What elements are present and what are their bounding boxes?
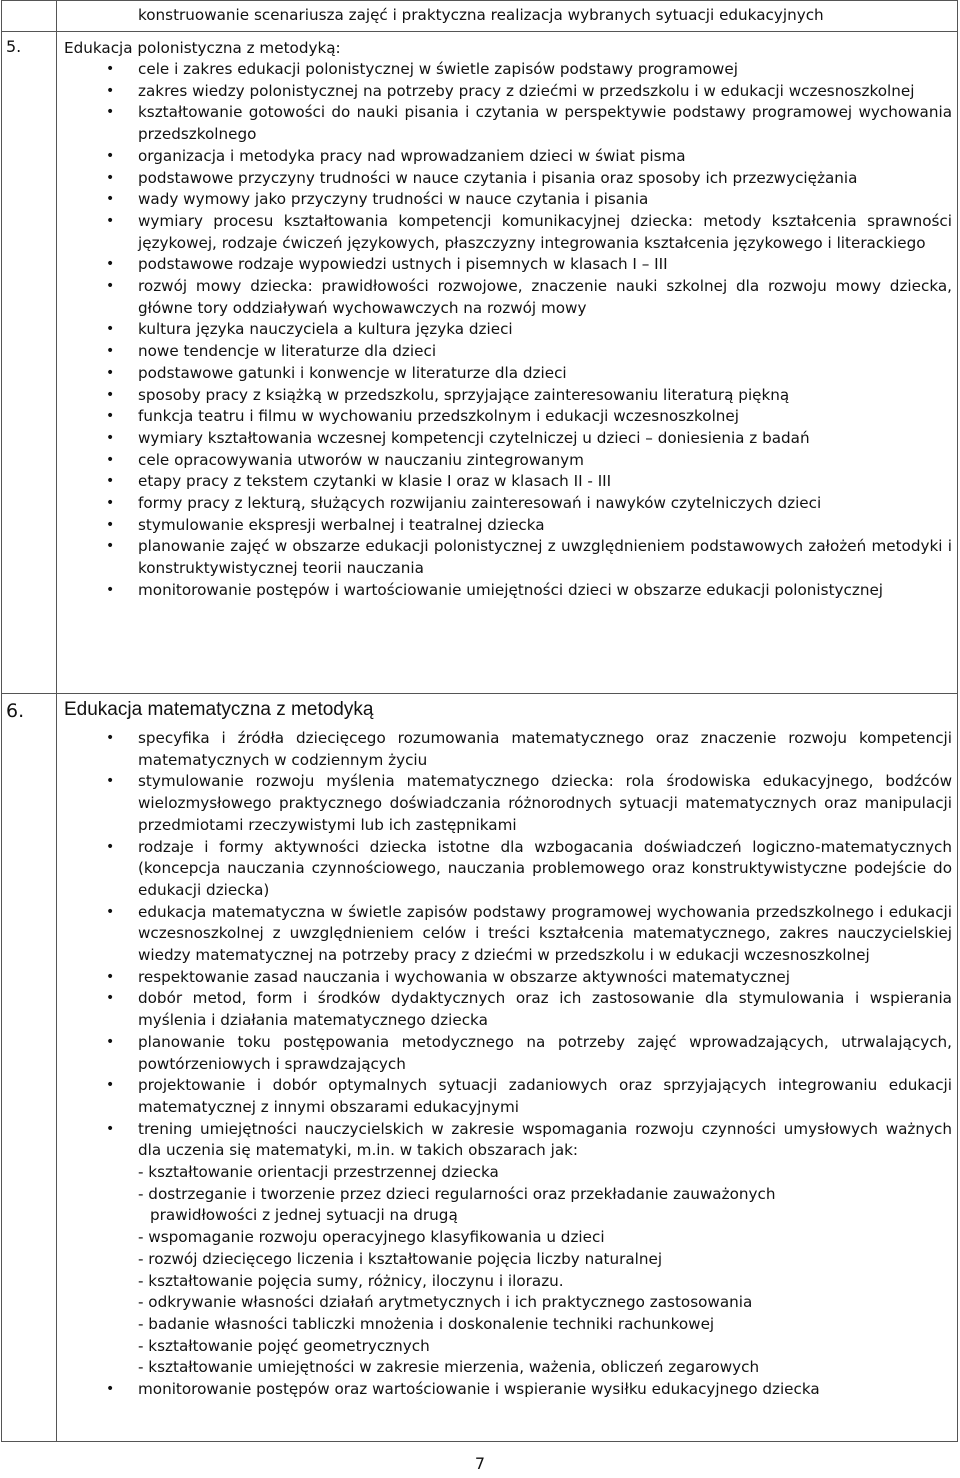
row-separator bbox=[1, 693, 958, 694]
list-item-text: planowanie toku postępowania metodycznego na potrzeby zajęć wprowadzających, utrwalających, powtórzeniowych i sprawdzających bbox=[138, 1032, 952, 1073]
bullet-icon: • bbox=[106, 495, 115, 512]
sub-list bbox=[138, 1162, 952, 1379]
list-item-text: rodzaje i formy aktywności dziecka istotne dla wzbogacania doświadczeń logiczno-matematycznych (koncepcja nauczania czynnościowego, nauczania problemowego oraz konstruktywistyczne podejście do edukacji dziecka) bbox=[138, 837, 952, 899]
list-item bbox=[64, 81, 952, 103]
list-item-text: cele opracowywania utworów w nauczaniu zintegrowanym bbox=[138, 450, 584, 469]
list-item bbox=[64, 515, 952, 537]
section-5-number: 5. bbox=[6, 37, 22, 56]
list-item-text: projektowanie i dobór optymalnych sytuacji zadaniowych oraz sprzyjających integrowaniu edukacji matematycznej z innymi obszarami edukacyjnymi bbox=[138, 1076, 952, 1116]
list-item bbox=[64, 728, 952, 771]
list-item bbox=[64, 1119, 952, 1379]
list-item bbox=[64, 406, 952, 428]
list-item bbox=[64, 363, 952, 385]
bullet-icon: • bbox=[106, 169, 115, 186]
bullet-icon: • bbox=[106, 364, 115, 381]
bullet-icon: • bbox=[106, 1120, 115, 1137]
sub-list-item: - rozwój dziecięcego liczenia i kształtowanie pojęcia liczby naturalnej bbox=[138, 1249, 663, 1268]
bullet-icon: • bbox=[106, 1077, 115, 1094]
list-item-text: monitorowanie postępów i wartościowanie umiejętności dzieci w obszarze edukacji polonistycznej bbox=[138, 580, 884, 599]
list-item bbox=[64, 493, 952, 515]
list-item-text: cele i zakres edukacji polonistycznej w świetle zapisów podstawy programowej bbox=[138, 60, 738, 78]
list-item bbox=[64, 1379, 952, 1401]
section-5-list bbox=[64, 59, 952, 602]
bullet-icon: • bbox=[106, 473, 115, 490]
list-item-text: stymulowanie ekspresji werbalnej i teatralnej dziecka bbox=[138, 515, 545, 534]
list-item-text: wymiary procesu kształtowania kompetencji komunikacyjnej dziecka: metody kształcenia sprawności językowej, rodzaje ćwiczeń językowych, płaszczyzny integrowania kształcenia językowego i literackiego bbox=[138, 211, 952, 252]
bullet-icon: • bbox=[106, 773, 115, 790]
bullet-icon: • bbox=[106, 429, 115, 446]
bullet-icon: • bbox=[106, 730, 115, 746]
list-item-text: podstawowe gatunki i konwencje w literaturze dla dzieci bbox=[138, 363, 567, 382]
list-item-text: wymiary kształtowania wczesnej kompetencji czytelniczej u dzieci – doniesienia z badań bbox=[138, 428, 810, 447]
list-item-text: podstawowe rodzaje wypowiedzi ustnych i pisemnych w klasach I – III bbox=[138, 255, 668, 274]
section-6 bbox=[64, 698, 952, 1401]
bullet-icon: • bbox=[106, 1381, 115, 1398]
list-item-text: rozwój mowy dziecka: prawidłowości rozwojowe, znaczenie nauki szkolnej dla rozwoju mowy dziecka, główne tory oddziaływań wychowawczych na rozwój mowy bbox=[138, 277, 952, 317]
bullet-icon: • bbox=[106, 516, 115, 533]
list-item bbox=[64, 146, 952, 168]
sub-list-item: - odkrywanie własności działań arytmetycznych i ich praktycznego zastosowania bbox=[138, 1293, 753, 1312]
section-6-list bbox=[64, 728, 952, 1401]
list-item-text: wady wymowy jako przyczyny trudności w nauce czytania i pisania bbox=[138, 190, 649, 209]
list-item-text: planowanie zajęć w obszarze edukacji polonistycznej z uwzględnieniem podstawowych założeń metodyki i konstruktywistycznej teorii nauczania bbox=[138, 537, 952, 578]
sub-list-item: - kształtowanie orientacji przestrzennej dziecka bbox=[138, 1163, 499, 1182]
bullet-icon: • bbox=[106, 191, 115, 208]
section-5 bbox=[64, 37, 952, 602]
previous-row-text: konstruowanie scenariusza zajęć i praktyczna realizacja wybranych sytuacji edukacyjnych bbox=[138, 6, 824, 24]
bullet-icon: • bbox=[106, 61, 115, 77]
section-6-title: Edukacja matematyczna z metodyką bbox=[64, 699, 374, 720]
list-item bbox=[64, 189, 952, 211]
list-item-text: funkcja teatru i filmu w wychowaniu przedszkolnym i edukacji wczesnoszkolnej bbox=[138, 407, 739, 426]
list-item bbox=[64, 319, 952, 341]
list-item bbox=[64, 276, 952, 319]
bullet-icon: • bbox=[106, 903, 115, 920]
list-item bbox=[64, 536, 952, 579]
sub-list-item: - wspomaganie rozwoju operacyjnego klasyfikowania u dzieci bbox=[138, 1228, 605, 1247]
list-item bbox=[64, 771, 952, 836]
section-5-title: Edukacja polonistyczna z metodyką: bbox=[64, 39, 341, 57]
list-item bbox=[64, 902, 952, 967]
page-number: 7 bbox=[474, 1454, 486, 1473]
list-item-text: trening umiejętności nauczycielskich w zakresie wspomagania rozwoju czynności umysłowych ważnych dla uczenia się matematyki, m.in. w takich obszarach jak: bbox=[138, 1119, 952, 1160]
bullet-icon: • bbox=[106, 968, 115, 985]
list-item-text: zakres wiedzy polonistycznej na potrzeby pracy z dziećmi w przedszkolu i w edukacji wczesnoszkolnej bbox=[138, 81, 915, 100]
list-item bbox=[64, 211, 952, 254]
bullet-icon: • bbox=[106, 1033, 115, 1050]
list-item bbox=[64, 967, 952, 989]
list-item-text: formy pracy z lekturą, służących rozwijaniu zainteresowań i nawyków czytelniczych dzieci bbox=[138, 494, 822, 513]
bullet-icon: • bbox=[106, 451, 115, 468]
row-separator bbox=[1, 31, 958, 32]
sub-list-item: - kształtowanie pojęcia sumy, różnicy, iloczynu i ilorazu. bbox=[138, 1271, 564, 1290]
list-item-text: specyfika i źródła dziecięcego rozumowania matematycznego oraz znaczenie rozwoju kompetencji matematycznych w codziennym życiu bbox=[138, 729, 952, 769]
list-item bbox=[64, 102, 952, 145]
list-item bbox=[64, 59, 952, 81]
sub-list-item: - dostrzeganie i tworzenie przez dzieci regularności oraz przekładanie zauważonych bbox=[138, 1184, 776, 1203]
bullet-icon: • bbox=[106, 581, 115, 598]
bullet-icon: • bbox=[106, 82, 115, 99]
list-item bbox=[64, 580, 952, 602]
bullet-icon: • bbox=[106, 990, 115, 1007]
sub-list-item: - badanie własności tabliczki mnożenia i doskonalenie techniki rachunkowej bbox=[138, 1314, 715, 1333]
list-item bbox=[64, 837, 952, 902]
list-item bbox=[64, 254, 952, 276]
list-item-text: sposoby pracy z książką w przedszkolu, sprzyjające zainteresowaniu literaturą piękną bbox=[138, 385, 790, 404]
bullet-icon: • bbox=[106, 212, 115, 229]
list-item-text: monitorowanie postępów oraz wartościowanie i wspieranie wysiłku edukacyjnego dziecka bbox=[138, 1380, 820, 1399]
list-item bbox=[64, 168, 952, 190]
list-item-text: stymulowanie rozwoju myślenia matematycznego dziecka: rola środowiska edukacyjnego, bodźców wielozmysłowego praktycznego doświadczania różnorodnych sytuacji matematycznych oraz manipulacji przedmiotami rzeczywistymi lub ich zastępnikami bbox=[138, 772, 952, 834]
bullet-icon: • bbox=[106, 343, 115, 360]
list-item bbox=[64, 385, 952, 407]
bullet-icon: • bbox=[106, 147, 115, 164]
list-item-text: podstawowe przyczyny trudności w nauce czytania i pisania oraz sposoby ich przezwyciężania bbox=[138, 168, 858, 187]
list-item-text: organizacja i metodyka pracy nad wprowadzaniem dzieci w świat pisma bbox=[138, 146, 686, 165]
bullet-icon: • bbox=[106, 278, 115, 295]
list-item bbox=[64, 450, 952, 472]
list-item bbox=[64, 988, 952, 1031]
sub-list-item: - kształtowanie pojęć geometrycznych bbox=[138, 1336, 430, 1355]
bullet-icon: • bbox=[106, 408, 115, 425]
list-item-text: edukacja matematyczna w świetle zapisów podstawy programowej wychowania przedszkolnego i edukacji wczesnoszkolnej z uwzględnieniem celów i treści kształcenia matematycznego, zakres nauczycielskiej wiedzy matematycznej na potrzeby pracy z dziećmi w przedszkolu i w edukacji wczesnoszkolnej bbox=[138, 902, 952, 965]
bullet-icon: • bbox=[106, 321, 115, 338]
list-item-text: etapy pracy z tekstem czytanki w klasie I oraz w klasach II - III bbox=[138, 472, 612, 491]
sub-list-item: prawidłowości z jednej sytuacji na drugą bbox=[150, 1206, 458, 1225]
list-item-text: dobór metod, form i środków dydaktycznych oraz ich zastosowanie dla stymulowania i wspierania myślenia i działania matematycznego dziecka bbox=[138, 989, 952, 1030]
list-item bbox=[64, 428, 952, 450]
list-item bbox=[64, 471, 952, 493]
bullet-icon: • bbox=[106, 538, 115, 555]
list-item bbox=[64, 1032, 952, 1075]
list-item bbox=[64, 341, 952, 363]
bullet-icon: • bbox=[106, 104, 115, 121]
list-item-text: kultura języka nauczyciela a kultura języka dzieci bbox=[138, 320, 513, 339]
bullet-icon: • bbox=[106, 386, 115, 403]
bullet-icon: • bbox=[106, 256, 115, 273]
bullet-icon: • bbox=[106, 838, 115, 855]
list-item bbox=[64, 1075, 952, 1118]
list-item-text: nowe tendencje w literaturze dla dzieci bbox=[138, 342, 437, 361]
list-item-text: kształtowanie gotowości do nauki pisania i czytania w perspektywie podstawy programowej wychowania przedszkolnego bbox=[138, 103, 952, 144]
sub-list-item: - kształtowanie umiejętności w zakresie mierzenia, ważenia, obliczeń zegarowych bbox=[138, 1358, 760, 1377]
section-6-number: 6. bbox=[6, 700, 25, 722]
list-item-text: respektowanie zasad nauczania i wychowania w obszarze aktywności matematycznej bbox=[138, 967, 790, 986]
